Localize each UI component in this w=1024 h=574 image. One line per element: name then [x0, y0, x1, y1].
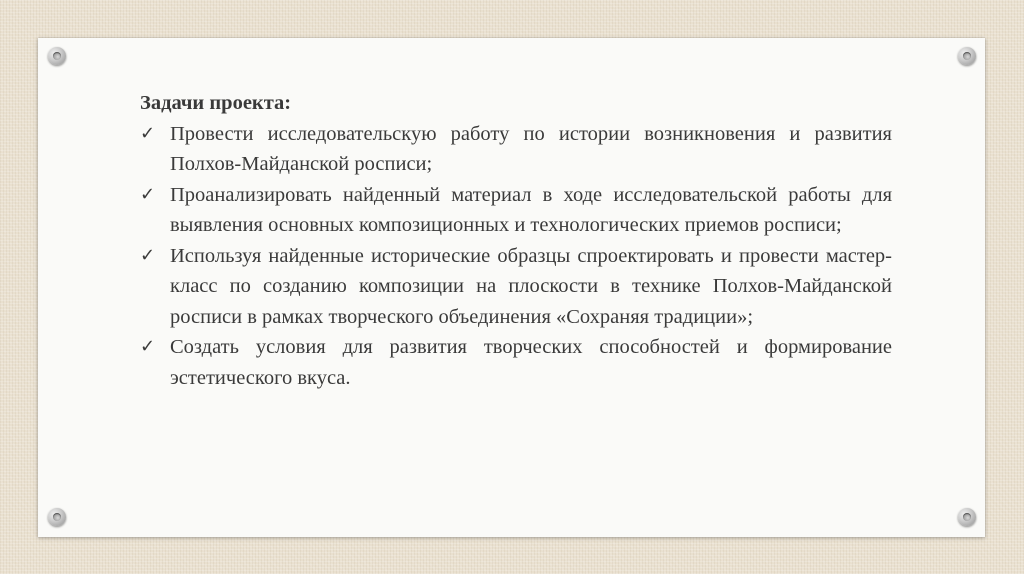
task-item	[140, 119, 892, 180]
rivet-icon	[48, 47, 66, 65]
checkmark-icon: ✓	[140, 122, 156, 144]
slide-card	[38, 38, 985, 537]
rivet-icon	[958, 47, 976, 65]
slide-heading: Задачи проекта:	[140, 92, 292, 114]
task-text: Проанализировать найденный материал в ходе исследовательской работы для выявления основных композиционных и технологических приемов росписи;	[170, 183, 892, 236]
task-text: Провести исследовательскую работу по истории возникновения и развития Полхов-Майданской росписи;	[170, 122, 892, 175]
task-list	[140, 119, 892, 394]
task-item	[140, 180, 892, 241]
task-item	[140, 332, 892, 393]
checkmark-icon: ✓	[140, 183, 156, 205]
task-item	[140, 241, 892, 333]
rivet-icon	[48, 508, 66, 526]
task-text: Создать условия для развития творческих способностей и формирование эстетического вкуса.	[170, 336, 892, 389]
checkmark-icon: ✓	[140, 244, 156, 266]
slide-content	[140, 88, 892, 393]
rivet-icon	[958, 508, 976, 526]
checkmark-icon: ✓	[140, 336, 156, 357]
task-text: Используя найденные исторические образцы спроектировать и провести мастер-класс по созданию композиции на плоскости в технике Полхов-Майданской росписи в рамках творческого объединения «Сохраняя традиции»;	[170, 244, 892, 328]
